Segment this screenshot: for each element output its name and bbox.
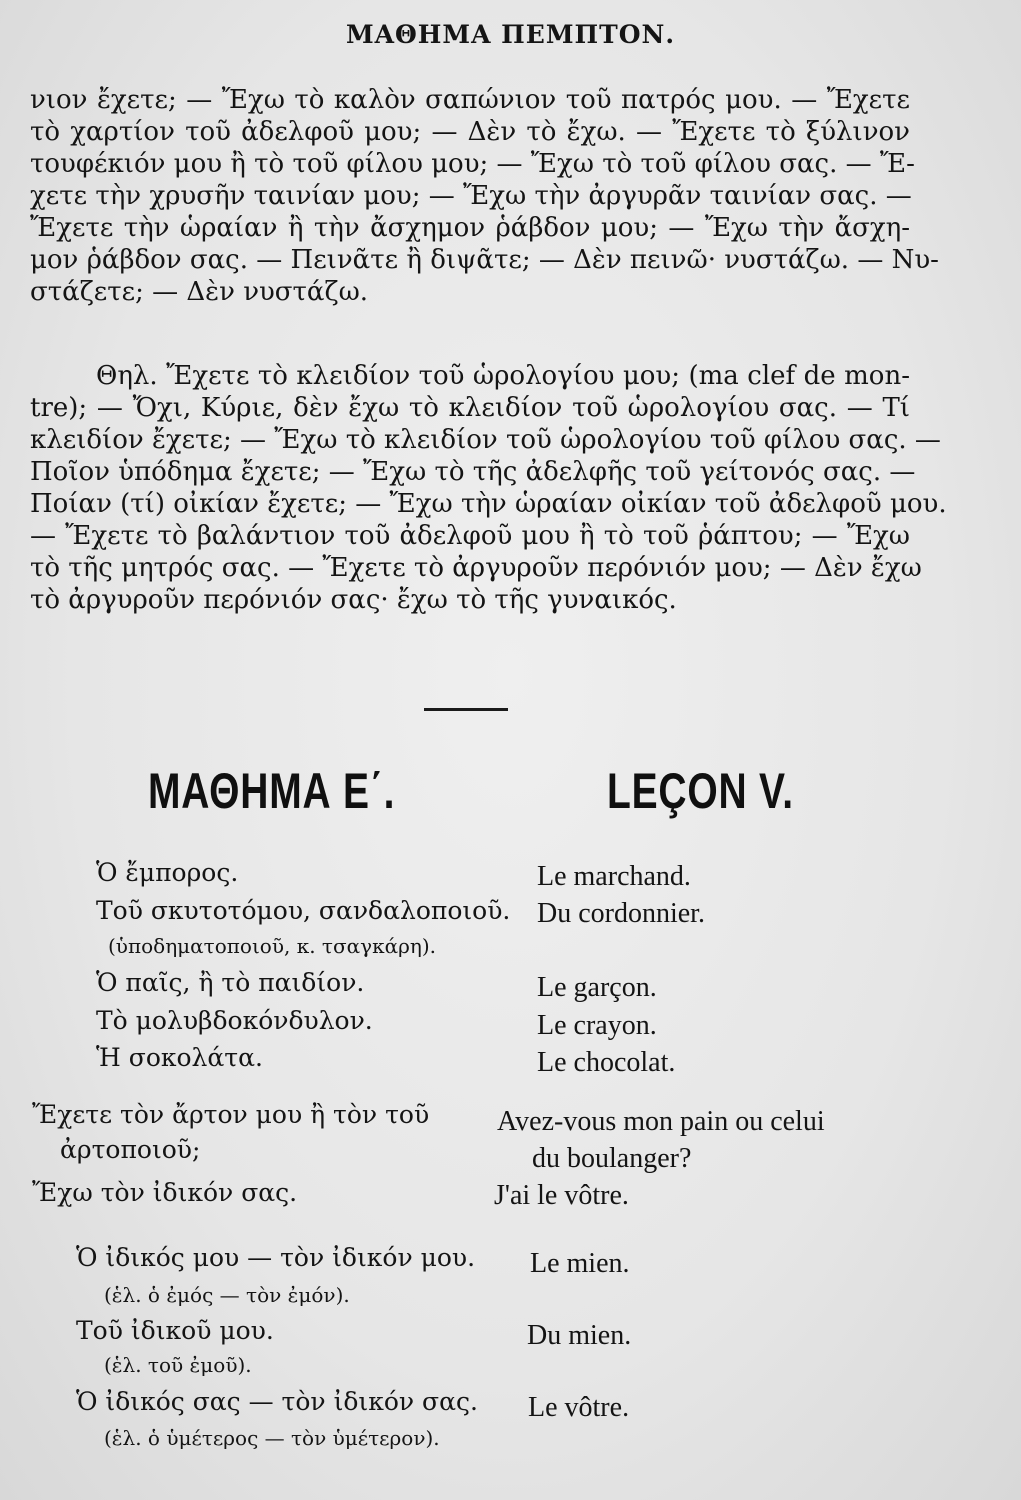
text-line: χετε τὴν χρυσῆν ταινίαν μου; — Ἔχω τὴν ἀργυρᾶν ταινίαν σας. — <box>30 181 912 211</box>
running-head: ΜΑΘΗΜΑ ΠΕΜΠΤΟΝ. <box>345 20 676 49</box>
possessive-french: Du mien. <box>527 1320 632 1351</box>
text-line: κλειδίον ἔχετε; — Ἔχω τὸ κλειδίον τοῦ ὡρολογίου τοῦ φίλου σας. — <box>30 425 941 455</box>
vocab-french: Le marchand. <box>537 861 691 892</box>
vocab-greek: Τοῦ σκυτοτόμου, σανδαλοποιοῦ. <box>96 896 511 925</box>
possessive-note: (ἑλ. ὁ ὑμέτερος — τὸν ὑμέτερον). <box>104 1426 440 1450</box>
lesson-title-greek: ΜΑΘΗΜΑ Ε΄. <box>148 763 396 819</box>
text-line: τὸ χαρτίον τοῦ ἀδελφοῦ μου; — Δὲν τὸ ἔχω. — Ἔχετε τὸ ξύλινον <box>30 117 910 147</box>
vocab-greek: Ἡ σοκολάτα. <box>96 1043 263 1072</box>
text-line: Θηλ. Ἔχετε τὸ κλειδίον τοῦ ὡρολογίου μου; (ma clef de mon- <box>96 361 910 391</box>
phrase-french: du boulanger? <box>532 1143 692 1174</box>
phrase-greek: ἀρτοποιοῦ; <box>60 1135 201 1164</box>
vocab-note: (ὑποδηματοποιοῦ, κ. τσαγκάρη). <box>108 934 437 958</box>
possessive-greek: Ὁ ἰδικός σας — τὸν ἰδικόν σας. <box>76 1387 478 1416</box>
exercise-paragraph-1 <box>30 84 939 308</box>
possessive-french: Le mien. <box>530 1248 630 1279</box>
vocab-french: Le chocolat. <box>537 1047 676 1078</box>
text-line: tre); — Ὄχι, Κύριε, δὲν ἔχω τὸ κλειδίον τοῦ ὡρολογίου σας. — Τί <box>30 393 910 423</box>
vocab-french: Le crayon. <box>537 1010 657 1041</box>
text-line: Ποῖον ὑπόδημα ἔχετε; — Ἔχω τὸ τῆς ἀδελφῆς τοῦ γείτονός σας. — <box>30 457 916 487</box>
possessive-french: Le vôtre. <box>528 1392 630 1423</box>
text-line: τὸ ἀργυροῦν περόνιόν σας· ἔχω τὸ τῆς γυναικός. <box>30 585 677 615</box>
text-line: νιον ἔχετε; — Ἔχω τὸ καλὸν σαπώνιον τοῦ πατρός μου. — Ἔχετε <box>30 85 910 115</box>
text-line: — Ἔχετε τὸ βαλάντιον τοῦ ἀδελφοῦ μου ἢ τὸ τοῦ ῥάπτου; — Ἔχω <box>30 521 910 551</box>
phrase-greek: Ἔχω τὸν ἰδικόν σας. <box>32 1178 298 1207</box>
text-line: Ἔχετε τὴν ὡραίαν ἢ τὴν ἄσχημον ῥάβδον μου; — Ἔχω τὴν ἄσχη- <box>30 213 910 243</box>
possessive-greek: Ὁ ἰδικός μου — τὸν ἰδικόν μου. <box>76 1243 476 1272</box>
vocab-greek: Ὁ ἔμπορος. <box>96 858 239 887</box>
phrase-french: J'ai le vôtre. <box>494 1180 629 1211</box>
text-line: μον ῥάβδον σας. — Πεινᾶτε ἢ διψᾶτε; — Δὲν πεινῶ· νυστάζω. — Νυ- <box>30 245 939 275</box>
lesson-title-french: LEÇON V. <box>607 763 794 819</box>
exercise-paragraph-2 <box>30 360 947 616</box>
vocab-french: Du cordonnier. <box>537 898 705 929</box>
possessive-note: (ἑλ. τοῦ ἐμοῦ). <box>104 1353 252 1377</box>
text-line: τουφέκιόν μου ἢ τὸ τοῦ φίλου μου; — Ἔχω τὸ τοῦ φίλου σας. — Ἔ- <box>30 149 915 179</box>
vocab-french: Le garçon. <box>537 972 657 1003</box>
vocab-greek: Τὸ μολυβδοκόνδυλον. <box>96 1006 373 1035</box>
text-line: τὸ τῆς μητρός σας. — Ἔχετε τὸ ἀργυροῦν περόνιόν μου; — Δὲν ἔχω <box>30 553 922 583</box>
possessive-greek: Τοῦ ἰδικοῦ μου. <box>76 1316 274 1345</box>
phrase-greek: Ἔχετε τὸν ἄρτον μου ἢ τὸν τοῦ <box>32 1100 430 1129</box>
text-line: στάζετε; — Δὲν νυστάζω. <box>30 277 369 307</box>
possessive-note: (ἑλ. ὁ ἐμός — τὸν ἐμόν). <box>104 1283 350 1307</box>
phrase-french: Avez-vous mon pain ou celui <box>497 1106 825 1137</box>
text-line: Ποίαν (τί) οἰκίαν ἔχετε; — Ἔχω τὴν ὡραίαν οἰκίαν τοῦ ἀδελφοῦ μου. <box>30 489 947 519</box>
vocab-greek: Ὁ παῖς, ἢ τὸ παιδίον. <box>96 968 365 997</box>
section-divider <box>424 708 508 711</box>
